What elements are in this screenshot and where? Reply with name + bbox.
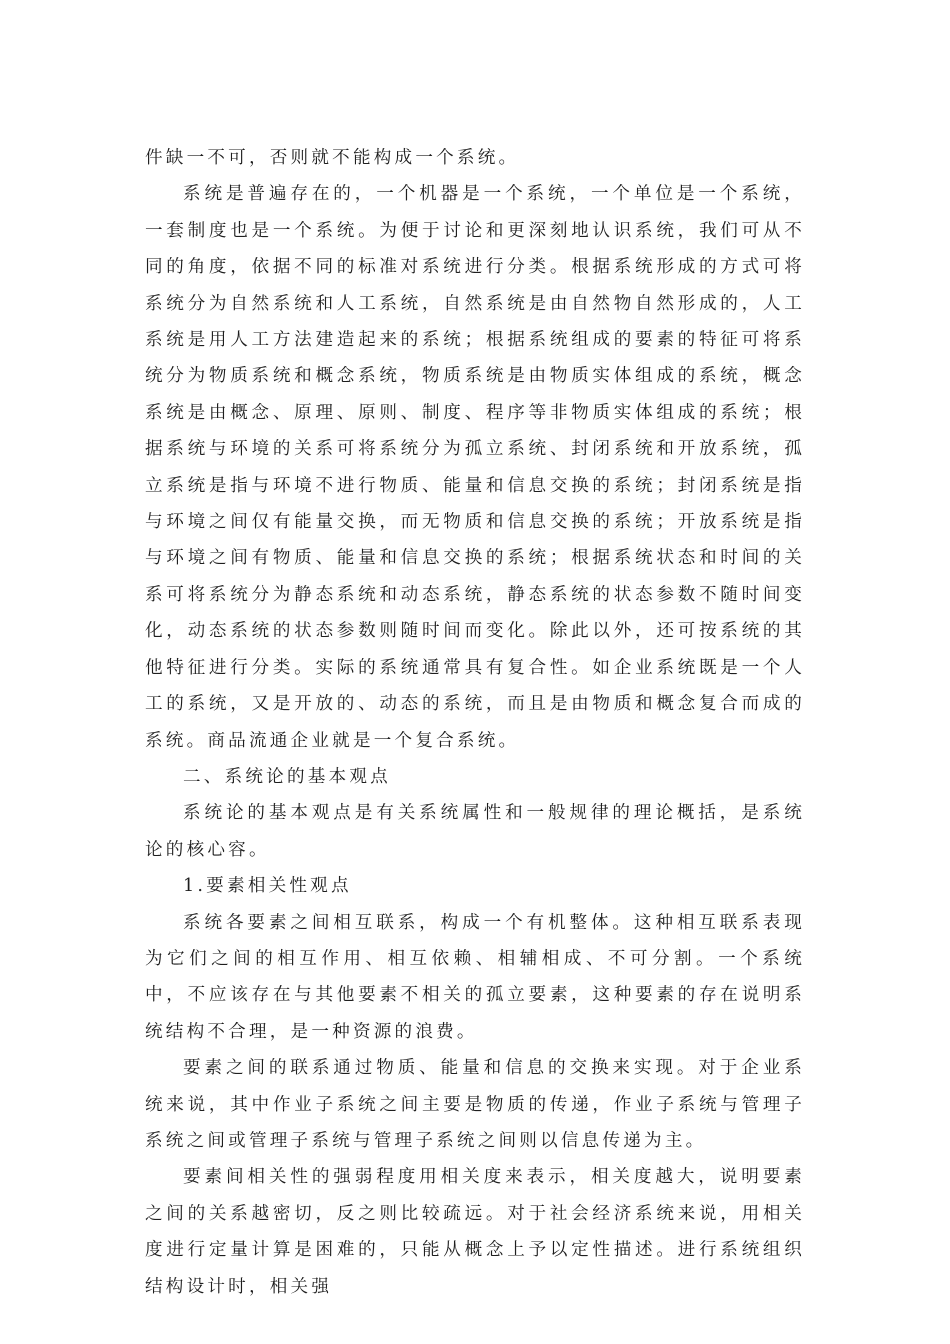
subsection-heading: 1.要素相关性观点 [183, 876, 352, 897]
paragraph-continuation: 件缺一不可，否则就不能构成一个系统。 [145, 148, 520, 168]
paragraph-system-classification: 系统是普遍存在的，一个机器是一个系统，一个单位是一个系统，一套制度也是一个系统。为便于讨论和更深刻地认识系统，我们可从不同的角度，依据不同的标准对系统进行分类。根据系统形成的方式可将系统分为自然系统和人工系统，自然系统是由自然物自然形成的，人工系统是用人工方法建造起来的系统；根据系统组成的要素的特征可将系统分为物质系统和概念系统，物质系统是由物质实体组成的系统，概念系统是由概念、原理、原则、制度、程序等非物质实体组成的系统；根据系统与环境的关系可将系统分为孤立系统、封闭系统和开放系统，孤立系统是指与环境不进行物质、能量和信息交换的系统；封闭系统是指与环境之间仅有能量交换，而无物质和信息交换的系统；开放系统是指与环境之间有物质、能量和信息交换的系统；根据系统状态和时间的关系可将系统分为静态系统和动态系统，静态系统的状态参数不随时间变化，动态系统的状态参数则随时间而变化。除此以外，还可按系统的其他特征进行分类。实际的系统通常具有复合性。如企业系统既是一个人工的系统，又是开放的、动态的系统，而且是由物质和概念复合而成的系统。商品流通企业就是一个复合系统。 [145, 184, 805, 751]
paragraph-element-relation: 系统各要素之间相互联系，构成一个有机整体。这种相互联系表现为它们之间的相互作用、相互依赖、相辅相成、不可分割。一个系统中，不应该存在与其他要素不相关的孤立要素，这种要素的存在说明系统结构不合理，是一种资源的浪费。 [145, 912, 805, 1042]
paragraph-element-exchange: 要素之间的联系通过物质、能量和信息的交换来实现。对于企业系统来说，其中作业子系统之间主要是物质的传递，作业子系统与管理子系统之间或管理子系统与管理子系统之间则以信息传递为主。 [145, 1058, 805, 1151]
paragraph-basic-views: 系统论的基本观点是有关系统属性和一般规律的理论概括，是系统论的核心容。 [145, 803, 805, 860]
section-heading: 二、系统论的基本观点 [183, 766, 391, 787]
body-text [145, 140, 805, 1305]
paragraph-correlation-degree: 要素间相关性的强弱程度用相关度来表示，相关度越大，说明要素之间的关系越密切，反之则比较疏远。对于社会经济系统来说，用相关度进行定量计算是困难的，只能从概念上予以定性描述。进行系统组织结构设计时，相关强 [145, 1167, 805, 1297]
